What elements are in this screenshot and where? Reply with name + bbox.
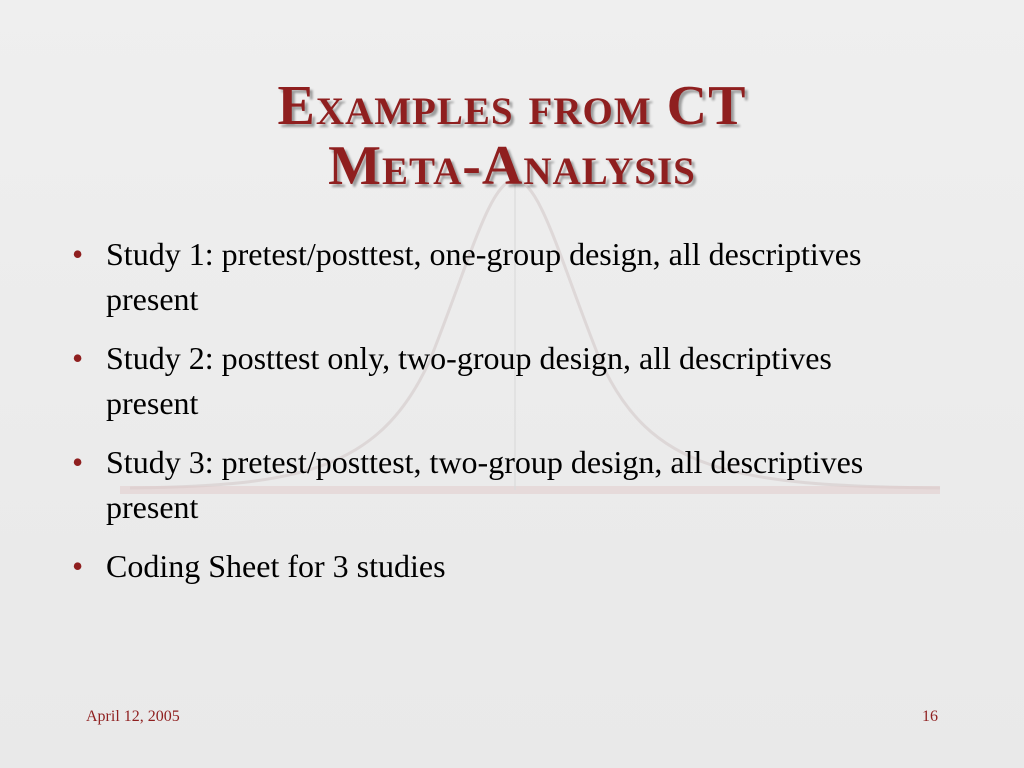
list-item xyxy=(70,440,890,530)
list-item xyxy=(70,544,890,589)
title-line-2: Meta-Analysis xyxy=(328,135,696,197)
bullet-text: Study 2: posttest only, two-group design, all descriptives present xyxy=(106,340,832,421)
bullet-text: Coding Sheet for 3 studies xyxy=(106,548,446,584)
bullet-icon: • xyxy=(72,340,84,376)
list-item xyxy=(70,336,890,426)
list-item xyxy=(70,232,890,322)
slide-title xyxy=(0,76,1024,196)
bullet-list xyxy=(70,232,890,603)
bullet-icon: • xyxy=(72,444,84,480)
bullet-text: Study 1: pretest/posttest, one-group design, all descriptives present xyxy=(106,236,862,317)
bullet-icon: • xyxy=(72,236,84,272)
footer-date: April 12, 2005 xyxy=(86,708,180,725)
title-line-1: Examples from CT xyxy=(277,75,747,137)
bullet-icon: • xyxy=(72,548,84,584)
bullet-text: Study 3: pretest/posttest, two-group design, all descriptives present xyxy=(106,444,864,525)
page-number: 16 xyxy=(922,708,938,725)
